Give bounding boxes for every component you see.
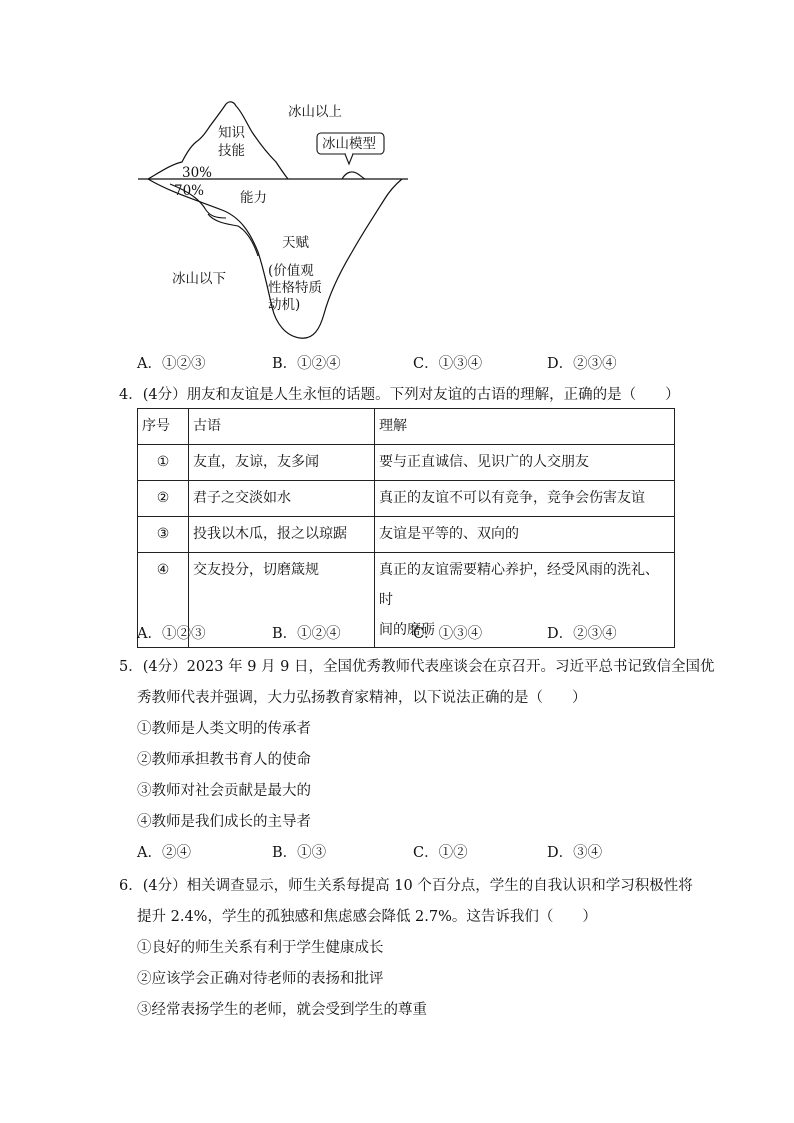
row-saying: 交友投分，切磨箴规 xyxy=(189,553,375,648)
label-above: 冰山以上 xyxy=(288,104,342,120)
row-saying: 君子之交淡如水 xyxy=(189,481,375,517)
q4-options xyxy=(137,622,657,644)
q5-option-c[interactable]: C．①② xyxy=(413,845,468,861)
row-num: ② xyxy=(138,481,189,517)
q5-option-a[interactable]: A．②④ xyxy=(137,845,191,861)
q6-item-1: ①良好的师生关系有利于学生健康成长 xyxy=(137,940,384,956)
row-meaning: 友谊是平等的、双向的 xyxy=(375,517,675,553)
q4-stem: 4．(4分）朋友和友谊是人生永恒的话题。下列对友谊的古语的理解，正确的是（ ） xyxy=(119,387,680,403)
table-row xyxy=(138,517,675,553)
iceberg-figure xyxy=(130,92,420,352)
iceberg-small-peak xyxy=(342,172,365,179)
q6-stem-line1: 6．(4分）相关调查显示，师生关系每提高 10 个百分点，学生的自我认识和学习积极性将 xyxy=(119,878,693,894)
row-num: ① xyxy=(138,445,189,481)
header-meaning: 理解 xyxy=(375,409,675,445)
q3-option-b[interactable]: B．①②④ xyxy=(272,356,341,372)
q5-item-1: ①教师是人类文明的传承者 xyxy=(137,721,311,737)
q4-option-c[interactable]: C．①③④ xyxy=(413,626,483,642)
row-saying: 投我以木瓜，报之以琼踞 xyxy=(189,517,375,553)
q5-stem-line2: 秀教师代表并强调，大力弘扬教育家精神，以下说法正确的是（ ） xyxy=(137,690,587,706)
q3-option-d[interactable]: D．②③④ xyxy=(547,356,617,372)
q3-options xyxy=(137,352,657,374)
row-saying: 友直，友谅，友多闻 xyxy=(189,445,375,481)
header-saying: 古语 xyxy=(189,409,375,445)
model-callout-pointer xyxy=(345,154,353,164)
q3-option-c[interactable]: C．①③④ xyxy=(413,356,483,372)
q5-option-d[interactable]: D．③④ xyxy=(547,845,603,861)
label-pct-above: 30% xyxy=(182,165,213,181)
header-num: 序号 xyxy=(138,409,189,445)
iceberg-body-outline xyxy=(148,179,402,338)
q5-stem-line1: 5．(4分）2023 年 9 月 9 日，全国优秀教师代表座谈会在京召开。习近平总书记致信全国优 xyxy=(119,659,715,675)
row-meaning: 要与正直诚信、见识广的人交朋友 xyxy=(375,445,675,481)
q5-item-3: ③教师对社会贡献是最大的 xyxy=(137,783,311,799)
q6-item-3: ③经常表扬学生的老师，就会受到学生的尊重 xyxy=(137,1002,427,1018)
label-model: 冰山模型 xyxy=(322,136,376,152)
q5-options xyxy=(137,841,657,863)
q5-option-b[interactable]: B．①③ xyxy=(272,845,327,861)
label-below: 冰山以下 xyxy=(172,271,226,287)
q6-stem-line2: 提升 2.4%，学生的孤独感和焦虑感会降低 2.7%。这告诉我们（ ） xyxy=(137,909,597,925)
q5-item-4: ④教师是我们成长的主导者 xyxy=(137,814,311,830)
row-num: ④ xyxy=(138,553,189,648)
q3-option-a[interactable]: A．①②③ xyxy=(137,356,206,372)
row-num: ③ xyxy=(138,517,189,553)
row-meaning: 真正的友谊不可以有竞争，竞争会伤害友谊 xyxy=(375,481,675,517)
label-pct-below: 70% xyxy=(174,183,205,199)
label-ability: 能力 xyxy=(240,190,267,206)
q4-option-d[interactable]: D．②③④ xyxy=(547,626,617,642)
label-knowledge: 知识 xyxy=(218,125,245,141)
row-meaning-line1: 真正的友谊需要精心养护，经受风雨的洗礼、时 xyxy=(379,562,659,608)
row-meaning-line2: 间的磨砺 xyxy=(379,622,435,638)
table-row xyxy=(138,481,675,517)
label-values-2: 性格特质 xyxy=(268,280,322,296)
q5-item-2: ②教师承担教书育人的使命 xyxy=(137,752,311,768)
q4-option-a[interactable]: A．①②③ xyxy=(137,626,206,642)
label-values-1: (价值观 xyxy=(268,263,314,279)
q4-table xyxy=(137,408,675,648)
q4-option-b[interactable]: B．①②④ xyxy=(272,626,341,642)
table-row xyxy=(138,445,675,481)
label-skills: 技能 xyxy=(218,143,245,159)
q6-item-2: ②应该学会正确对待老师的表扬和批评 xyxy=(137,971,384,987)
label-talent: 天赋 xyxy=(282,235,309,251)
label-values-3: 动机) xyxy=(268,297,301,313)
table-header-row xyxy=(138,409,675,445)
